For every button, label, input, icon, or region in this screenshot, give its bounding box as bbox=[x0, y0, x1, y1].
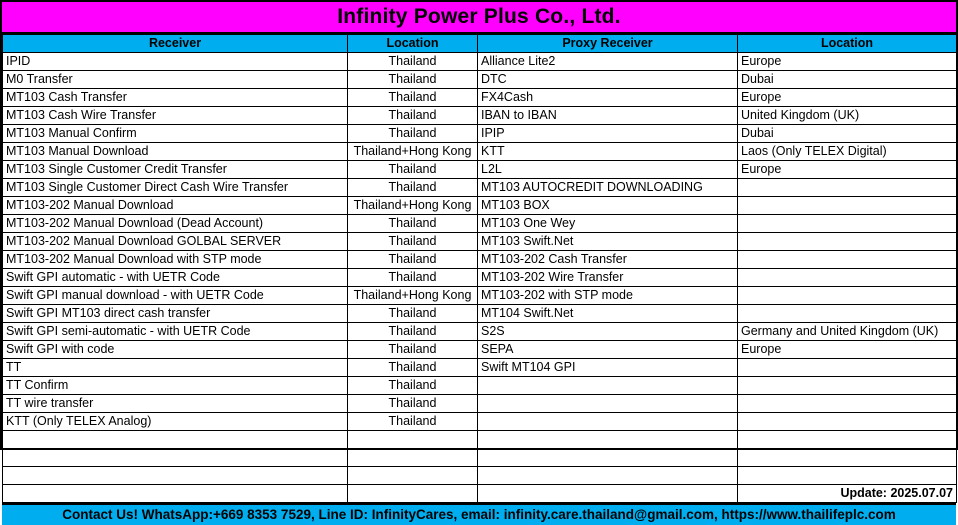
table-row bbox=[3, 233, 957, 251]
table-cell bbox=[478, 467, 738, 485]
table-cell: Thailand bbox=[348, 341, 478, 359]
table-cell bbox=[348, 485, 478, 503]
table-cell: Swift GPI manual download - with UETR Code bbox=[3, 287, 348, 305]
table-cell: MT103 AUTOCREDIT DOWNLOADING bbox=[478, 179, 738, 197]
table-cell: MT104 Swift.Net bbox=[478, 305, 738, 323]
table-cell: MT103 Cash Transfer bbox=[3, 89, 348, 107]
table-body bbox=[3, 53, 957, 503]
table-cell: MT103-202 Manual Download with STP mode bbox=[3, 251, 348, 269]
table-cell: Germany and United Kingdom (UK) bbox=[738, 323, 957, 341]
table-row bbox=[3, 125, 957, 143]
table-cell bbox=[3, 449, 348, 467]
table-cell: KTT bbox=[478, 143, 738, 161]
table-cell: Thailand+Hong Kong bbox=[348, 143, 478, 161]
table-cell: MT103 One Wey bbox=[478, 215, 738, 233]
table-header-row bbox=[3, 35, 957, 53]
table-container bbox=[2, 34, 956, 503]
table-cell: MT103-202 Cash Transfer bbox=[478, 251, 738, 269]
table-cell: DTC bbox=[478, 71, 738, 89]
table-cell: Thailand+Hong Kong bbox=[348, 287, 478, 305]
table-row bbox=[3, 71, 957, 89]
table-cell: Swift MT104 GPI bbox=[478, 359, 738, 377]
table-row bbox=[3, 215, 957, 233]
table-cell bbox=[3, 467, 348, 485]
table-cell: MT103 Cash Wire Transfer bbox=[3, 107, 348, 125]
table-cell bbox=[3, 485, 348, 503]
table-cell bbox=[738, 467, 957, 485]
table-row bbox=[3, 107, 957, 125]
table-row bbox=[3, 287, 957, 305]
table-row bbox=[3, 413, 957, 431]
table-cell: SEPA bbox=[478, 341, 738, 359]
table-cell: Thailand bbox=[348, 233, 478, 251]
table-cell: IBAN to IBAN bbox=[478, 107, 738, 125]
table-cell bbox=[738, 287, 957, 305]
column-header-proxy-location: Location bbox=[738, 35, 957, 53]
table-cell: L2L bbox=[478, 161, 738, 179]
table-cell: Europe bbox=[738, 53, 957, 71]
table-cell: Laos (Only TELEX Digital) bbox=[738, 143, 957, 161]
table-cell: Thailand bbox=[348, 377, 478, 395]
update-note: Update: 2025.07.07 bbox=[738, 485, 957, 503]
table-cell: Thailand bbox=[348, 215, 478, 233]
table-cell bbox=[738, 413, 957, 431]
table-row bbox=[3, 143, 957, 161]
table-cell: S2S bbox=[478, 323, 738, 341]
update-note-row bbox=[3, 485, 957, 503]
table-cell: Thailand bbox=[348, 89, 478, 107]
table-cell: MT103 Swift.Net bbox=[478, 233, 738, 251]
table-cell bbox=[478, 413, 738, 431]
table-cell: Europe bbox=[738, 341, 957, 359]
table-cell: Thailand bbox=[348, 251, 478, 269]
table-cell: Thailand bbox=[348, 125, 478, 143]
table-row bbox=[3, 179, 957, 197]
table-cell: Thailand bbox=[348, 413, 478, 431]
table-cell: Thailand+Hong Kong bbox=[348, 197, 478, 215]
table-cell: FX4Cash bbox=[478, 89, 738, 107]
table-row bbox=[3, 305, 957, 323]
table-row bbox=[3, 431, 957, 449]
table-cell: MT103-202 Wire Transfer bbox=[478, 269, 738, 287]
table-cell: Thailand bbox=[348, 395, 478, 413]
table-cell: MT103-202 Manual Download (Dead Account) bbox=[3, 215, 348, 233]
column-header-receiver: Receiver bbox=[3, 35, 348, 53]
table-cell bbox=[478, 485, 738, 503]
table-cell bbox=[738, 251, 957, 269]
table-cell bbox=[348, 431, 478, 449]
table-cell bbox=[738, 377, 957, 395]
table-cell bbox=[478, 431, 738, 449]
table-cell: IPIP bbox=[478, 125, 738, 143]
table-row bbox=[3, 341, 957, 359]
table-row bbox=[3, 377, 957, 395]
table-cell bbox=[738, 269, 957, 287]
table-cell: M0 Transfer bbox=[3, 71, 348, 89]
table-cell: Dubai bbox=[738, 71, 957, 89]
table-row bbox=[3, 251, 957, 269]
contact-footer: Contact Us! WhatsApp:+669 8353 7529, Line ID: InfinityCares, email: infinity.care.thailand@gmail.com, https://www.thailifeplc.com bbox=[2, 503, 956, 525]
table-cell: Dubai bbox=[738, 125, 957, 143]
table-cell: MT103 Single Customer Credit Transfer bbox=[3, 161, 348, 179]
table-cell: IPID bbox=[3, 53, 348, 71]
table-cell bbox=[738, 431, 957, 449]
table-cell bbox=[738, 233, 957, 251]
table-cell: Thailand bbox=[348, 107, 478, 125]
table-cell bbox=[478, 377, 738, 395]
table-cell: KTT (Only TELEX Analog) bbox=[3, 413, 348, 431]
page-title: Infinity Power Plus Co., Ltd. bbox=[2, 2, 956, 34]
table-cell: Europe bbox=[738, 161, 957, 179]
table-cell bbox=[3, 431, 348, 449]
table-row bbox=[3, 395, 957, 413]
table-cell bbox=[738, 215, 957, 233]
table-cell bbox=[738, 305, 957, 323]
table-header bbox=[3, 35, 957, 53]
table-cell bbox=[738, 449, 957, 467]
table-row bbox=[3, 467, 957, 485]
table-cell: MT103-202 Manual Download GOLBAL SERVER bbox=[3, 233, 348, 251]
table-cell: Swift GPI MT103 direct cash transfer bbox=[3, 305, 348, 323]
table-cell bbox=[348, 467, 478, 485]
table-row bbox=[3, 53, 957, 71]
table-cell: Thailand bbox=[348, 71, 478, 89]
table-cell: Thailand bbox=[348, 53, 478, 71]
table-cell: Swift GPI semi-automatic - with UETR Code bbox=[3, 323, 348, 341]
table-row bbox=[3, 89, 957, 107]
table-cell bbox=[738, 395, 957, 413]
table-cell: MT103 Single Customer Direct Cash Wire Transfer bbox=[3, 179, 348, 197]
table-cell: MT103-202 with STP mode bbox=[478, 287, 738, 305]
table-cell bbox=[478, 449, 738, 467]
table-cell: TT wire transfer bbox=[3, 395, 348, 413]
table-cell: Thailand bbox=[348, 305, 478, 323]
column-header-location: Location bbox=[348, 35, 478, 53]
table-cell: Thailand bbox=[348, 161, 478, 179]
table-cell: MT103-202 Manual Download bbox=[3, 197, 348, 215]
services-table bbox=[2, 34, 957, 503]
table-cell: TT Confirm bbox=[3, 377, 348, 395]
table-cell: MT103 Manual Download bbox=[3, 143, 348, 161]
table-row bbox=[3, 359, 957, 377]
table-cell: Alliance Lite2 bbox=[478, 53, 738, 71]
table-row bbox=[3, 197, 957, 215]
table-cell bbox=[348, 449, 478, 467]
table-cell bbox=[738, 359, 957, 377]
table-cell: MT103 BOX bbox=[478, 197, 738, 215]
table-cell: Swift GPI with code bbox=[3, 341, 348, 359]
table-cell: United Kingdom (UK) bbox=[738, 107, 957, 125]
table-cell: Europe bbox=[738, 89, 957, 107]
table-cell: Thailand bbox=[348, 269, 478, 287]
table-cell: Thailand bbox=[348, 359, 478, 377]
table-cell: Thailand bbox=[348, 323, 478, 341]
table-row bbox=[3, 161, 957, 179]
table-cell: MT103 Manual Confirm bbox=[3, 125, 348, 143]
table-row bbox=[3, 323, 957, 341]
table-cell: Swift GPI automatic - with UETR Code bbox=[3, 269, 348, 287]
column-header-proxy-receiver: Proxy Receiver bbox=[478, 35, 738, 53]
table-cell bbox=[738, 197, 957, 215]
table-row bbox=[3, 269, 957, 287]
table-cell: TT bbox=[3, 359, 348, 377]
table-cell bbox=[738, 179, 957, 197]
table-cell bbox=[478, 395, 738, 413]
table-cell: Thailand bbox=[348, 179, 478, 197]
table-row bbox=[3, 449, 957, 467]
